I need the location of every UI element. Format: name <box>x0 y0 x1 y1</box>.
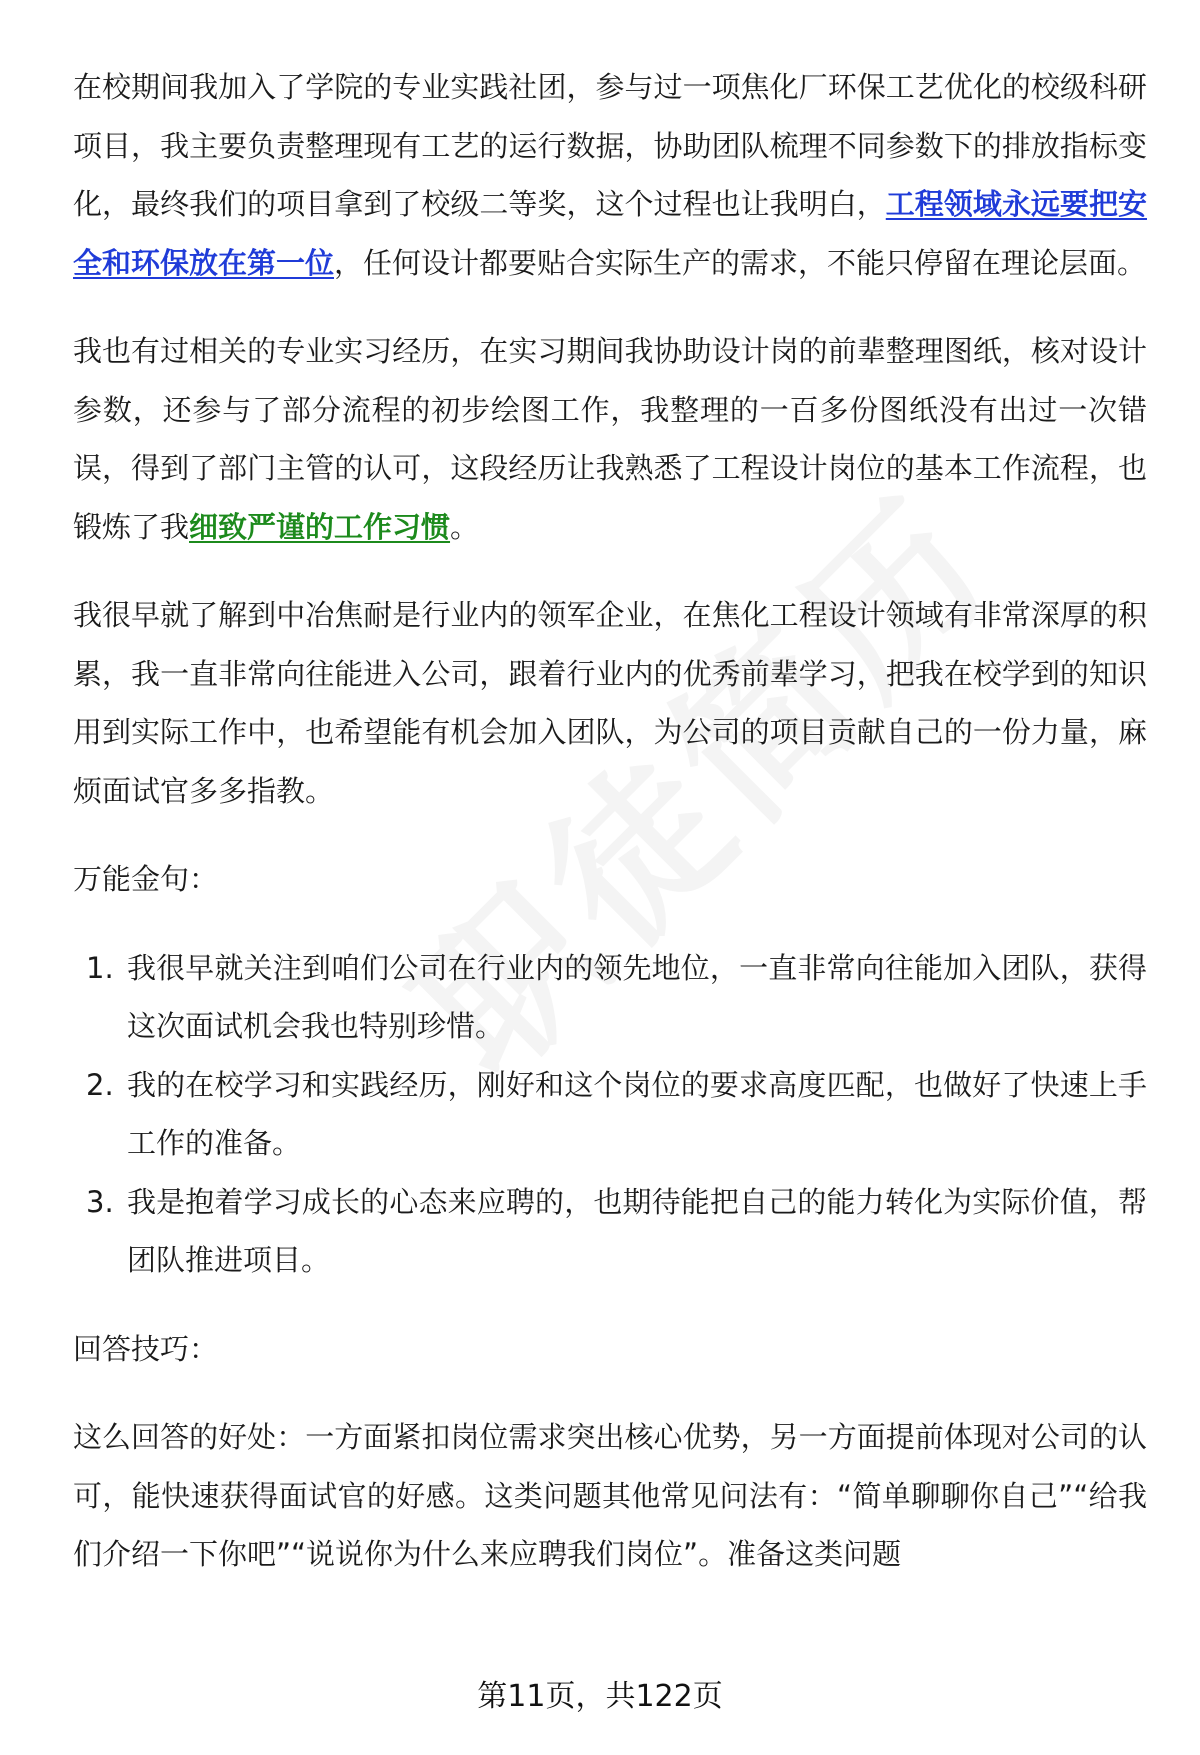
list-item <box>73 1173 1147 1290</box>
paragraph-text: 在校期间我加入了学院的专业实践社团，参与过一项焦化厂环保工艺优化的校级科研项目，我主要负责整理现有工艺的运行数据，协助团队梳理不同参数下的排放指标变化，最终我们的项目拿到了校级二等奖，这个过程也让我明白， <box>73 70 1147 221</box>
list-item <box>73 1056 1147 1173</box>
paragraph-research-project <box>73 58 1147 292</box>
list-item-text: 我很早就关注到咱们公司在行业内的领先地位，一直非常向往能加入团队，获得这次面试机会我也特别珍惜。 <box>127 950 1147 1043</box>
paragraph-answer-benefits: 这么回答的好处：一方面紧扣岗位需求突出核心优势，另一方面提前体现对公司的认可，能快速获得面试官的好感。这类问题其他常见问法有：“简单聊聊你自己”“给我们介绍一下你吧”“说说你为什么来应聘我们岗位”。准备这类问题 <box>73 1420 1147 1571</box>
golden-sentences-list <box>73 939 1147 1290</box>
document-body <box>73 58 1147 1614</box>
highlight-safety-environment: 工程领域永远要把安全和环保放在第一位 <box>73 187 1147 280</box>
list-item-number: 1. <box>86 950 114 985</box>
list-item-number: 2. <box>86 1067 114 1102</box>
paragraph-text: ，任何设计都要贴合实际生产的需求，不能只停留在理论层面。 <box>334 245 1147 280</box>
paragraph-internship <box>73 322 1147 556</box>
paragraph-text: 。 <box>450 509 480 544</box>
list-item-number: 3. <box>86 1184 114 1219</box>
golden-sentences-heading: 万能金句： <box>73 862 219 896</box>
list-item <box>73 939 1147 1056</box>
paragraph-text: 我也有过相关的专业实习经历，在实习期间我协助设计岗的前辈整理图纸，核对设计参数，还参与了部分流程的初步绘图工作，我整理的一百多份图纸没有出过一次错误，得到了部门主管的认可，这段经历让我熟悉了工程设计岗位的基本工作流程，也锻炼了我 <box>73 334 1147 544</box>
answer-tips-heading: 回答技巧： <box>73 1331 219 1366</box>
paragraph-company-motivation: 我很早就了解到中冶焦耐是行业内的领军企业，在焦化工程设计领域有非常深厚的积累，我一直非常向往能进入公司，跟着行业内的优秀前辈学习，把我在校学到的知识用到实际工作中，也希望能有机会加入团队，为公司的项目贡献自己的一份力量，麻烦面试官多多指教。 <box>73 598 1147 808</box>
page-number: 第11页，共122页 <box>477 1679 723 1714</box>
highlight-work-habit: 细致严谨的工作习惯 <box>189 509 451 544</box>
list-item-text: 我的在校学习和实践经历，刚好和这个岗位的要求高度匹配，也做好了快速上手工作的准备。 <box>127 1067 1147 1160</box>
list-item-text: 我是抱着学习成长的心态来应聘的，也期待能把自己的能力转化为实际价值，帮团队推进项目。 <box>127 1184 1147 1277</box>
